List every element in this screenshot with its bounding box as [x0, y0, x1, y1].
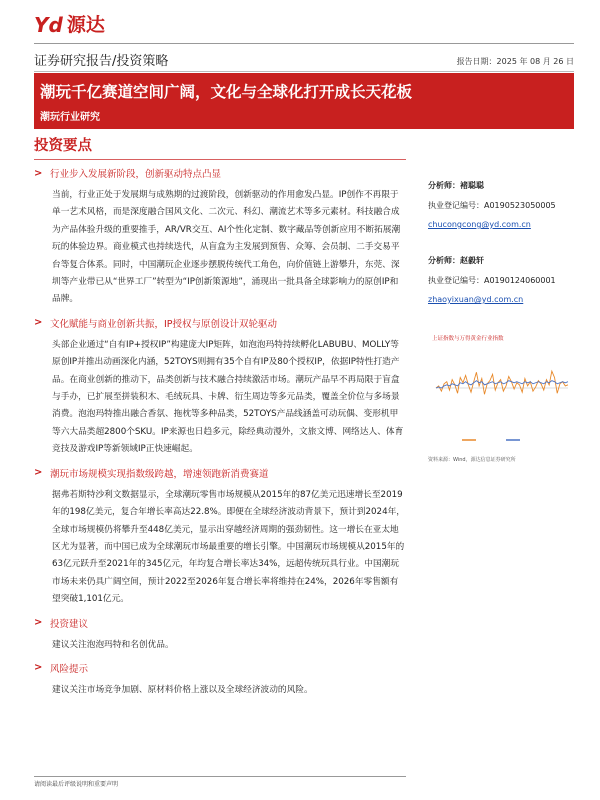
chevron-right-icon: >	[34, 467, 43, 479]
chart-title: 上证指数与万得黄金行业指数	[432, 336, 504, 342]
subheader-divider	[34, 71, 574, 72]
bullet-paragraph: 据弗若斯特沙利文数据显示，全球潮玩零售市场规模从2015年的87亿美元迅速增长至2019年的198亿美元，复合年增长率高达22.8%。即便在全球经济波动背景下，预计到2024年，全球市场规模仍将攀升至448亿美元，显示出穿越经济周期的强劲韧性。这一增长在亚太地区尤为显著，而中国已成为全球潮玩市场最重要的增长引擎。中国潮玩市场规模从2015年的63亿元跃升至2021年的345亿元，年均复合增长率达34%，远超传统玩具行业。中国潮玩市场未来仍具广阔空间，预计2022至2026年复合增长率将维持在24%，2026年零售额有望突破1,101亿元。	[52, 489, 405, 605]
analyst-email-link[interactable]: chucongcong@yd.com.cn	[428, 220, 531, 229]
bullet-paragraph: 当前，行业正处于发展期与成熟期的过渡阶段，创新驱动的作用愈发凸显。IP创作不再限于单一艺术风格，而是深度融合国风文化、二次元、科幻、潮流艺术等多元素材。科技融合成为产品体验升级的重要推手，AR/VR交互、AI个性化定制、数字藏品等创新应用不断拓展潮玩的体验边界。商业模式也持续迭代，从盲盒为主发展到预售、众筹、会员制、二手交易平台等复合体系。同时，中国潮玩企业逐步摆脱传统代工角色，向价值链上游攀升，东莞、深圳等产业带已从“世界工厂”转型为“IP创新策源地”，涌现出一批具备全球影响力的原创IP和品牌。	[52, 190, 401, 305]
bullet-title-risk	[34, 660, 406, 676]
footer-disclaimer: 请阅读最后评级说明和重要声明	[34, 781, 119, 788]
bullet-title-market	[34, 465, 406, 481]
footer-divider	[34, 776, 406, 777]
chevron-right-icon: >	[34, 662, 43, 674]
section-heading: 投资要点	[34, 134, 406, 160]
logo-text: 源达	[66, 14, 105, 36]
report-subtitle: 潮玩行业研究	[40, 112, 100, 123]
analyst-registration: 执业登记编号：A0190523050005	[428, 201, 556, 210]
bullet-paragraph: 建议关注泡泡玛特和名创优品。	[52, 639, 174, 650]
bullet-paragraph: 头部企业通过“自有IP+授权IP”构建庞大IP矩阵，如泡泡玛特持续孵化LABUBU、MOLLY等原创IP并推出动画深化内涵，52TOYS则拥有35个自有IP及80个授权IP，依据IP特性打造产品。在商业创新的推动下，品类创新与技术融合持续激活市场。潮玩产品早不再局限于盲盒与手办，已扩展至拼装积木、毛绒玩具、卡牌、衍生周边等多元品类，覆盖全价位与多场景消费。泡泡玛特推出融合香氛、拖枕等多种品类，52TOYS产品线涵盖可动玩偶、变形机甲等六大品类超2800个SKU。IP来源也日趋多元，除经典动漫外，文旅文博、网络达人、体育竞技及游戏IP等新领域IP正快速崛起。	[52, 339, 404, 455]
bullet-title-ip	[34, 315, 406, 331]
bullet-title-investment	[34, 615, 406, 631]
title-banner	[34, 73, 574, 129]
report-title: 潮玩千亿赛道空间广阔，文化与全球化打开成长天花板	[40, 83, 413, 101]
report-date: 报告日期：2025 年 08 月 26 日	[456, 57, 574, 66]
analyst-sidebar	[428, 178, 588, 304]
header-divider	[34, 43, 574, 44]
company-logo	[34, 15, 105, 35]
bullet-paragraph: 建议关注市场竞争加剧、原材料价格上涨以及全球经济波动的风险。	[52, 684, 313, 695]
analyst-name: 分析师：赵毅轩	[428, 256, 484, 265]
report-type: 证券研究报告/投资策略	[34, 54, 169, 69]
chevron-right-icon: >	[34, 617, 43, 629]
chevron-right-icon: >	[34, 317, 43, 329]
chart-svg	[428, 330, 574, 450]
chevron-right-icon: >	[34, 167, 43, 179]
main-content	[34, 163, 406, 705]
bullet-title-text: 风险提示	[50, 663, 89, 675]
index-chart	[428, 330, 574, 450]
analyst-email-link[interactable]: zhaoyixuan@yd.com.cn	[428, 295, 524, 304]
analyst-name: 分析师：褚聪聪	[428, 181, 484, 190]
bullet-title-text: 潮玩市场规模实现指数级跨越，增速领跑新消费赛道	[50, 468, 269, 480]
bullet-title-text: 文化赋能与商业创新共振，IP授权与原创设计双轮驱动	[50, 318, 278, 330]
bullet-title-text: 投资建议	[50, 618, 89, 630]
chart-source: 资料来源：Wind，源达信息证券研究所	[428, 457, 516, 463]
logo-mark: Yd	[34, 13, 63, 37]
analyst-registration: 执业登记编号：A0190124060001	[428, 276, 556, 285]
bullet-title-text: 行业步入发展新阶段，创新驱动特点凸显	[50, 169, 222, 180]
bullet-title-stage	[34, 165, 406, 181]
